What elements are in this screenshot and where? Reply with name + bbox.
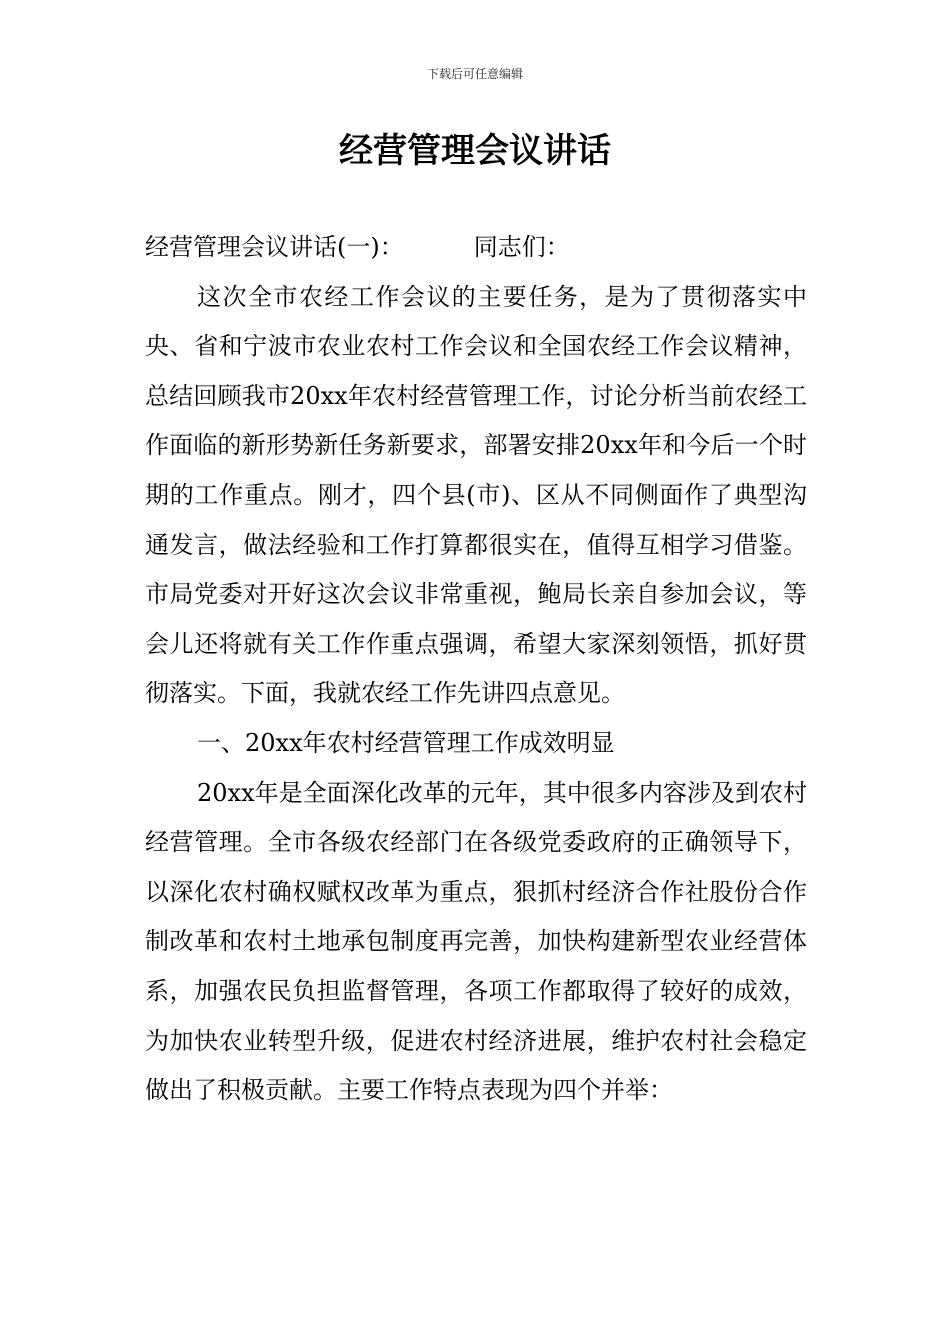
paragraph-intro: 这次全市农经工作会议的主要任务，是为了贯彻落实中央、省和宁波市农业农村工作会议和全国农经工作会议精神，总结回顾我市20xx年农村经营管理工作，讨论分析当前农经工作面临的新形势新任务新要求，部署安排20xx年和今后一个时期的工作重点。刚才，四个县(市)、区从不同侧面作了典型沟通发言，做法经验和工作打算都很实在，值得互相学习借鉴。市局党委对开好这次会议非常重视，鲍局长亲自参加会议，等会儿还将就有关工作作重点强调，希望大家深刻领悟，抓好贯彻落实。下面，我就农经工作先讲四点意见。 bbox=[145, 282, 807, 708]
section-heading-1: 一、20xx年农村经营管理工作成效明显 bbox=[197, 728, 615, 757]
opening-line bbox=[145, 223, 807, 273]
document-body bbox=[145, 223, 807, 1116]
salutation: 同志们： bbox=[473, 233, 570, 261]
document-title: 经营管理会议讲话 bbox=[339, 131, 611, 171]
paragraph-section-1: 20xx年是全面深化改革的元年，其中很多内容涉及到农村经营管理。全市各级农经部门在各级党委政府的正确领导下，以深化农村确权赋权改革为重点，狠抓村经济合作社股份合作制改革和农村土地承包制度再完善，加快构建新型农业经营体系，加强农民负担监督管理，各项工作都取得了较好的成效，为加快农业转型升级，促进农村经济进展，维护农村社会稳定做出了积极贡献。主要工作特点表现为四个并举： bbox=[145, 778, 807, 1105]
header-note: 下载后可任意编辑 bbox=[426, 67, 523, 81]
opening-heading: 经营管理会议讲话(一)： bbox=[145, 233, 404, 261]
